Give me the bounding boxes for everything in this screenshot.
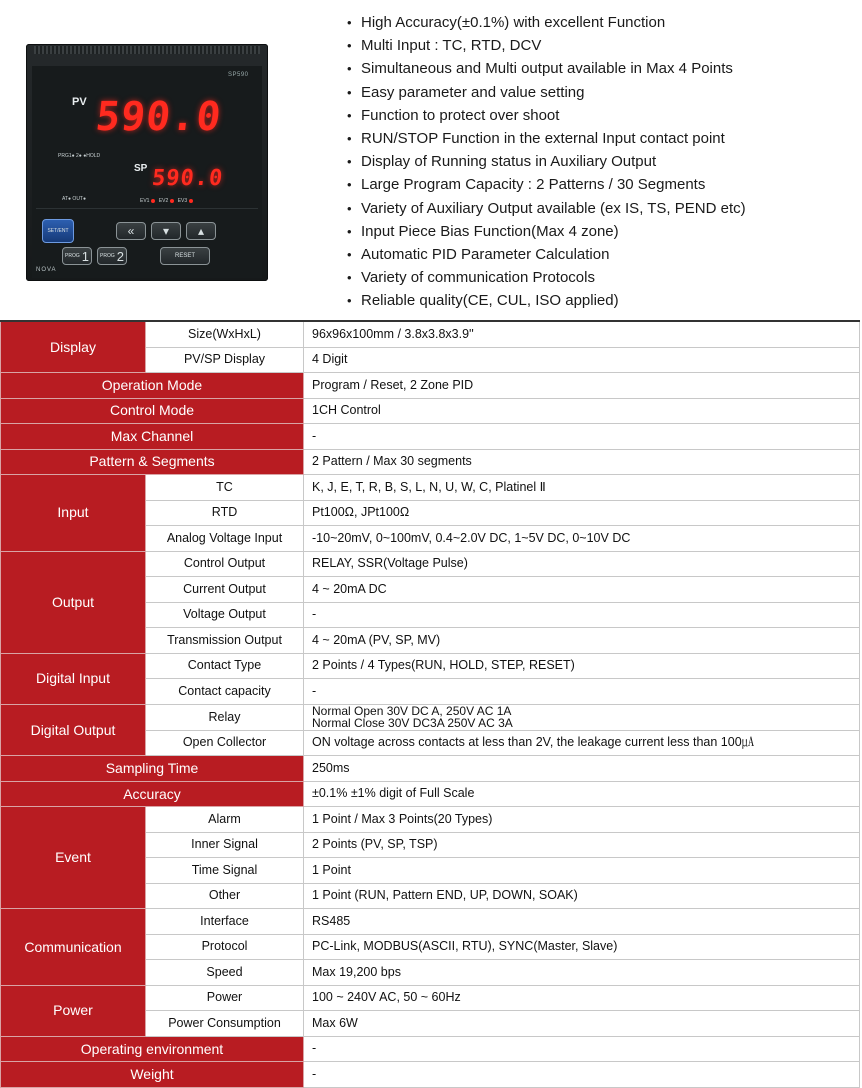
feature-item: • Easy parameter and value setting <box>347 81 746 104</box>
sub-label: RTD <box>146 500 304 526</box>
feature-item: • Large Program Capacity : 2 Patterns / 30 Segments <box>347 173 746 196</box>
category-control-mode: Control Mode <box>1 398 304 424</box>
sub-label: Alarm <box>146 807 304 833</box>
table-row <box>1 1036 860 1062</box>
feature-item: • Function to protect over shoot <box>347 104 746 127</box>
sub-label: Speed <box>146 960 304 986</box>
category-sampling-time: Sampling Time <box>1 756 304 782</box>
category-operation-mode: Operation Mode <box>1 373 304 399</box>
set-ent-button: SET/ENT <box>42 219 74 243</box>
sub-label: Voltage Output <box>146 602 304 628</box>
feature-item: • Display of Running status in Auxiliary Output <box>347 150 746 173</box>
spec-value: 4 ~ 20mA DC <box>304 577 860 603</box>
table-row <box>1 909 860 935</box>
spec-value: 2 Points (PV, SP, TSP) <box>304 832 860 858</box>
table-row <box>1 373 860 399</box>
relay-line-2: Normal Close 30V DC3A 250V AC 3A <box>312 716 513 731</box>
spec-value: - <box>304 1062 860 1088</box>
category-accuracy: Accuracy <box>1 781 304 807</box>
spec-value: 100 ~ 240V AC, 50 ~ 60Hz <box>304 985 860 1011</box>
spec-value: -10~20mV, 0~100mV, 0.4~2.0V DC, 1~5V DC, 0~10V DC <box>304 526 860 552</box>
category-pattern-segments: Pattern & Segments <box>1 449 304 475</box>
table-row <box>1 398 860 424</box>
table-row <box>1 424 860 450</box>
sub-label: Contact capacity <box>146 679 304 705</box>
feature-item: • Simultaneous and Multi output available in Max 4 Points <box>347 57 746 80</box>
prog2-number: 2 <box>116 248 124 264</box>
category-display: Display <box>1 321 146 373</box>
sub-label: Control Output <box>146 551 304 577</box>
spec-value: ON voltage across contacts at less than 2V, the leakage current less than 100㎂ <box>304 730 860 756</box>
sp-tag: SP <box>134 163 148 174</box>
pv-display-value: 590.0 <box>93 94 224 140</box>
table-row <box>1 756 860 782</box>
sub-label: Contact Type <box>146 653 304 679</box>
table-row <box>1 449 860 475</box>
category-communication: Communication <box>1 909 146 986</box>
spec-value: RELAY, SSR(Voltage Pulse) <box>304 551 860 577</box>
sub-label: Relay <box>146 704 304 730</box>
category-max-channel: Max Channel <box>1 424 304 450</box>
relay-line-1: Normal Open 30V DC A, 250V AC 1A <box>312 704 512 718</box>
spec-value: ±0.1% ±1% digit of Full Scale <box>304 781 860 807</box>
sub-label: Power <box>146 985 304 1011</box>
spec-value: 2 Pattern / Max 30 segments <box>304 449 860 475</box>
device-model-label: SP590 <box>228 72 249 78</box>
category-digital-input: Digital Input <box>1 653 146 704</box>
at-out-indicator: AT● OUT● <box>62 196 87 202</box>
spec-value: Pt100Ω, JPt100Ω <box>304 500 860 526</box>
spec-value: 1 Point (RUN, Pattern END, UP, DOWN, SOAK) <box>304 883 860 909</box>
ev1-led-icon <box>151 199 155 203</box>
spec-value: - <box>304 1036 860 1062</box>
sub-label: Interface <box>146 909 304 935</box>
spec-value: 96x96x100mm / 3.8x3.8x3.9'' <box>304 321 860 347</box>
event-indicators <box>140 198 195 204</box>
sub-label: Open Collector <box>146 730 304 756</box>
category-output: Output <box>1 551 146 653</box>
table-row <box>1 704 860 730</box>
feature-item: • RUN/STOP Function in the external Input contact point <box>347 127 746 150</box>
ev1-label: EV1 <box>140 198 150 204</box>
spec-value: K, J, E, T, R, B, S, L, N, U, W, C, Platinel Ⅱ <box>304 475 860 501</box>
brand-logo: NOVA <box>36 267 57 273</box>
ev2-label: EV2 <box>158 198 169 204</box>
category-input: Input <box>1 475 146 552</box>
spec-value: Program / Reset, 2 Zone PID <box>304 373 860 399</box>
feature-item: • Automatic PID Parameter Calculation <box>347 243 746 266</box>
sub-label: Protocol <box>146 934 304 960</box>
reset-button: RESET <box>160 247 210 265</box>
device-vents <box>34 46 260 54</box>
category-power: Power <box>1 985 146 1036</box>
feature-item: • High Accuracy(±0.1%) with excellent Function <box>347 11 746 34</box>
prog1-number: 1 <box>81 248 89 264</box>
spec-value: - <box>304 679 860 705</box>
feature-item: • Variety of Auxiliary Output available (ex IS, TS, PEND etc) <box>347 197 746 220</box>
pv-tag: PV <box>72 96 87 108</box>
prog2-label: PROG <box>100 253 115 259</box>
sub-label: Transmission Output <box>146 628 304 654</box>
ev2-led-icon <box>170 199 174 203</box>
sub-label: PV/SP Display <box>146 347 304 373</box>
table-row <box>1 807 860 833</box>
feature-item: • Variety of communication Protocols <box>347 266 746 289</box>
table-row <box>1 653 860 679</box>
down-button: ▾ <box>151 222 181 240</box>
panel-divider <box>36 208 258 209</box>
spec-value: 1 Point <box>304 858 860 884</box>
category-event: Event <box>1 807 146 909</box>
category-operating-environment: Operating environment <box>1 1036 304 1062</box>
feature-list <box>347 11 746 312</box>
spec-value: - <box>304 424 860 450</box>
sub-label: Power Consumption <box>146 1011 304 1037</box>
sub-label: TC <box>146 475 304 501</box>
spec-value: 2 Points / 4 Types(RUN, HOLD, STEP, RESET) <box>304 653 860 679</box>
feature-item: • Reliable quality(CE, CUL, ISO applied) <box>347 289 746 312</box>
spec-value: 4 Digit <box>304 347 860 373</box>
table-row <box>1 551 860 577</box>
table-row <box>1 781 860 807</box>
ev3-label: EV3 <box>177 198 188 204</box>
spec-value: 1 Point / Max 3 Points(20 Types) <box>304 807 860 833</box>
feature-item: • Multi Input : TC, RTD, DCV <box>347 34 746 57</box>
spec-value: PC-Link, MODBUS(ASCII, RTU), SYNC(Master, Slave) <box>304 934 860 960</box>
category-weight: Weight <box>1 1062 304 1088</box>
sub-label: Size(WxHxL) <box>146 321 304 347</box>
sub-label: Time Signal <box>146 858 304 884</box>
sub-label: Other <box>146 883 304 909</box>
spec-table <box>0 320 860 1088</box>
sub-label: Analog Voltage Input <box>146 526 304 552</box>
ev3-led-icon <box>189 199 193 203</box>
spec-value: 1CH Control <box>304 398 860 424</box>
category-digital-output: Digital Output <box>1 704 146 756</box>
program-indicator: PRG1● 2● ●HOLD <box>58 153 101 159</box>
spec-value: 250ms <box>304 756 860 782</box>
table-row <box>1 1062 860 1088</box>
sub-label: Current Output <box>146 577 304 603</box>
spec-value: RS485 <box>304 909 860 935</box>
sp-display-value: 590.0 <box>150 166 225 191</box>
spec-value: - <box>304 602 860 628</box>
prog1-button <box>62 247 92 265</box>
table-row <box>1 985 860 1011</box>
spec-value: 4 ~ 20mA (PV, SP, MV) <box>304 628 860 654</box>
spec-value: Max 19,200 bps <box>304 960 860 986</box>
shift-left-button: « <box>116 222 146 240</box>
up-button: ▴ <box>186 222 216 240</box>
prog2-button <box>97 247 127 265</box>
sub-label: Inner Signal <box>146 832 304 858</box>
table-row <box>1 321 860 347</box>
feature-item: • Input Piece Bias Function(Max 4 zone) <box>347 220 746 243</box>
spec-value: Max 6W <box>304 1011 860 1037</box>
spec-value <box>304 704 860 730</box>
prog1-label: PROG <box>65 253 80 259</box>
table-row <box>1 475 860 501</box>
